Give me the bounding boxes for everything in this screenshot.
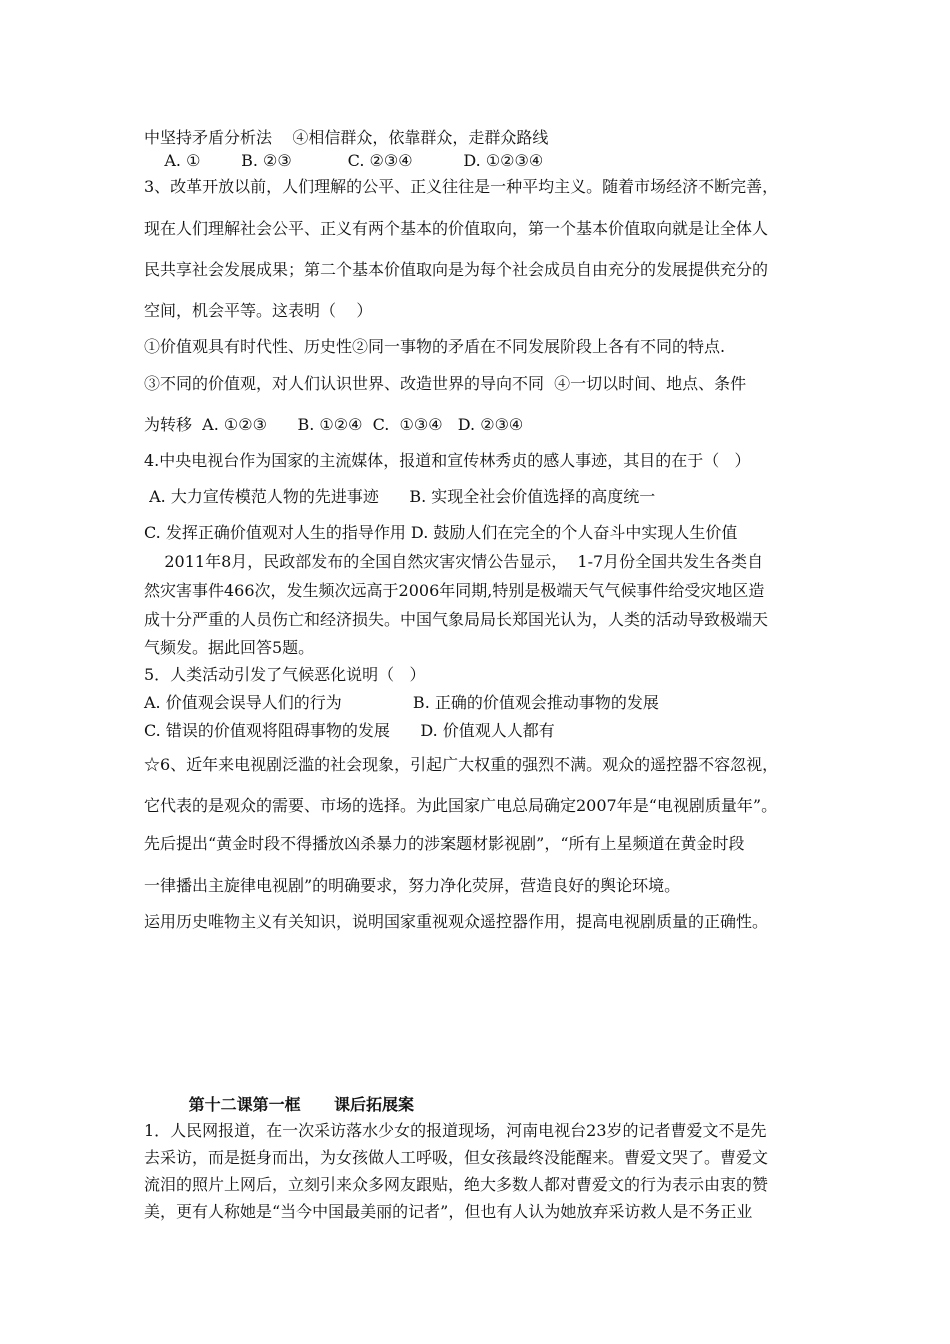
question-3-line: 空间，机会平等。这表明（ ） (144, 301, 373, 320)
passage-line: 然灾害事件466次，发生频次远高于2006年同期,特别是极端天气气候事件给受灾地区造 (144, 581, 765, 600)
answer-choices-q2: A. ① B. ②③ C. ②③④ D. ①②③④ (144, 151, 544, 170)
extension-q1-line: 流泪的照片上网后，立刻引来众多网友跟贴，绝大多数人都对曹爱文的行为表示由衷的赞 (144, 1175, 769, 1194)
section-heading: 第十二课第一框 课后拓展案 (144, 1095, 414, 1114)
answer-choices-q4: A. 大力宣传模范人物的先进事迹 B. 实现全社会价值选择的高度统一 (144, 487, 656, 506)
passage-line: 成十分严重的人员伤亡和经济损失。中国气象局局长郑国光认为，人类的活动导致极端天 (144, 610, 769, 629)
question-4-line: 4.中央电视台作为国家的主流媒体，报道和宣传林秀贞的感人事迹，其目的在于（ ） (144, 451, 751, 470)
answer-choices-q4: C. 发挥正确价值观对人生的指导作用 D. 鼓励人们在完全的个人奋斗中实现人生价值 (144, 523, 738, 542)
question-6-line: ☆6、近年来电视剧泛滥的社会现象，引起广大权重的强烈不满。观众的遥控器不容忽视， (144, 755, 779, 774)
extension-q1-line: 1．人民网报道，在一次采访落水少女的报道现场，河南电视台23岁的记者曹爱文不是先 (144, 1121, 767, 1140)
question-5-line: 5．人类活动引发了气候恶化说明（ ） (144, 665, 426, 684)
question-3-line: 民共享社会发展成果；第二个基本价值取向是为每个社会成员自由充分的发展提供充分的 (144, 260, 769, 279)
question-3-option: ③不同的价值观，对人们认识世界、改造世界的导向不同 ④一切以时间、地点、条件 (144, 374, 747, 393)
answer-choices-q3: 为转移 A. ①②③ B. ①②④ C. ①③④ D. ②③④ (144, 415, 524, 434)
question-3-option: ①价值观具有时代性、历史性②同一事物的矛盾在不同发展阶段上各有不同的特点. (144, 337, 726, 356)
extension-q1-line: 去采访，而是挺身而出，为女孩做人工呼吸，但女孩最终没能醒来。曹爱文哭了。曹爱文 (144, 1148, 769, 1167)
answer-choices-q5: C. 错误的价值观将阻碍事物的发展 D. 价值观人人都有 (144, 721, 555, 740)
question-6-line: 一律播出主旋律电视剧”的明确要求，努力净化荧屏，营造良好的舆论环境。 (144, 876, 681, 895)
option-line: 中坚持矛盾分析法 ④相信群众，依靠群众，走群众路线 (144, 128, 549, 147)
question-6-prompt: 运用历史唯物主义有关知识，说明国家重视观众遥控器作用，提高电视剧质量的正确性。 (144, 912, 769, 931)
passage-line: 2011年8月，民政部发布的全国自然灾害灾情公告显示， 1-7月份全国共发生各类自 (144, 552, 764, 571)
question-3-line: 3、改革开放以前，人们理解的公平、正义往往是一种平均主义。随着市场经济不断完善， (144, 177, 779, 196)
question-6-line: 先后提出“黄金时段不得播放凶杀暴力的涉案题材影视剧”，“所有上星频道在黄金时段 (144, 834, 745, 853)
question-3-line: 现在人们理解社会公平、正义有两个基本的价值取向，第一个基本价值取向就是让全体人 (144, 219, 769, 238)
passage-line: 气频发。据此回答5题。 (144, 638, 315, 657)
answer-choices-q5: A. 价值观会误导人们的行为 B. 正确的价值观会推动事物的发展 (144, 693, 659, 712)
extension-q1-line: 美，更有人称她是“当今中国最美丽的记者”，但也有人认为她放弃采访救人是不务正业 (144, 1202, 753, 1221)
question-6-line: 它代表的是观众的需要、市场的选择。为此国家广电总局确定2007年是“电视剧质量年”。 (144, 796, 778, 815)
